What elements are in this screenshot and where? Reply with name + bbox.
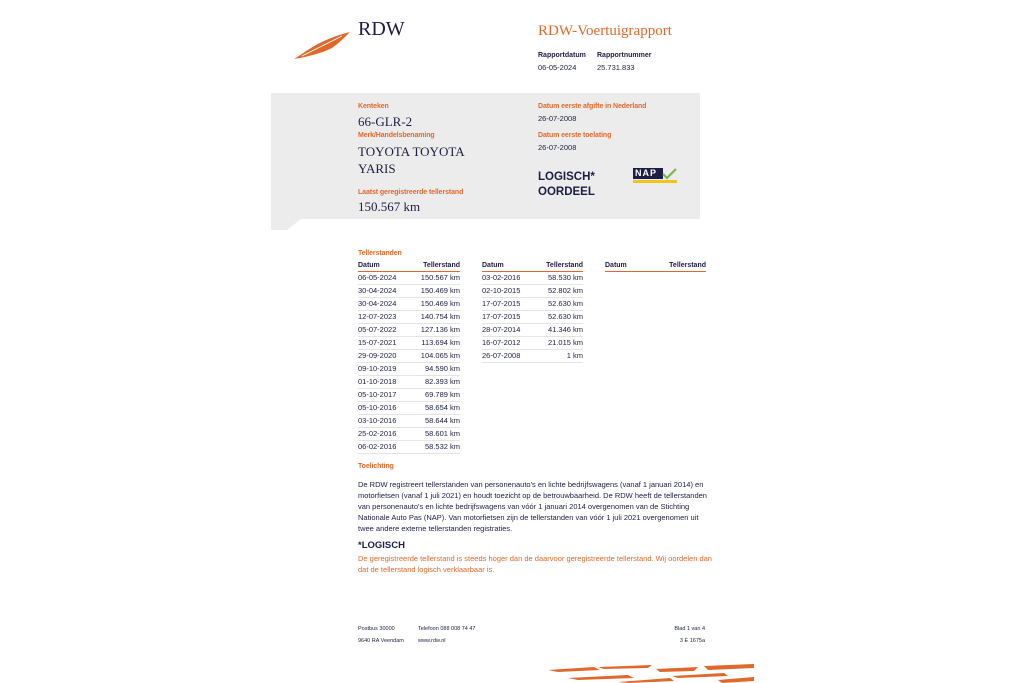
col-header-reading: Tellerstand <box>408 260 460 272</box>
col-header-date: Datum <box>358 260 408 272</box>
block-corner-notch <box>271 219 301 231</box>
row-reading: 58.654 km <box>408 402 460 415</box>
last-odometer-value: 150.567 km <box>358 199 421 214</box>
row-reading: 82.393 km <box>408 376 460 389</box>
plate-value: 66-GLR-2 <box>358 114 413 129</box>
make-value-line1: TOYOTA TOYOTA <box>358 144 465 159</box>
table-row <box>482 337 583 350</box>
row-reading: 52.630 km <box>534 311 583 324</box>
row-date: 29-09-2020 <box>358 350 408 363</box>
rdw-logo-feather-icon <box>292 30 352 62</box>
report-date: 06-05-2024 <box>538 63 577 72</box>
footer-web: www.rdw.nl <box>418 638 446 644</box>
col-header-date: Datum <box>605 260 643 272</box>
verdict-line2: OORDEEL <box>538 186 595 198</box>
row-date: 06-02-2016 <box>358 441 408 454</box>
row-date: 17-07-2015 <box>482 298 534 311</box>
row-reading: 94.590 km <box>408 363 460 376</box>
report-number: 25.731.833 <box>597 63 635 72</box>
row-reading: 58.601 km <box>408 428 460 441</box>
row-reading: 150.567 km <box>408 272 460 285</box>
make-label: Merk/Handelsbenaming <box>358 132 435 139</box>
row-reading: 52.630 km <box>534 298 583 311</box>
explanation-line: De RDW registreert tellerstanden van personenauto's en lichte bedrijfswagens (vanaf 1 januari 2014) en <box>358 480 704 489</box>
last-odometer-label: Laatst geregistreerde tellerstand <box>358 189 464 196</box>
verdict-line1: LOGISCH* <box>538 171 595 183</box>
table-row <box>358 272 460 285</box>
table-row <box>358 402 460 415</box>
first-issue-nl-value: 26-07-2008 <box>538 114 577 123</box>
footer-code: 3 E 1675a <box>679 638 705 644</box>
table-row <box>358 324 460 337</box>
row-reading: 21.015 km <box>534 337 583 350</box>
row-reading: 127.136 km <box>408 324 460 337</box>
footer-page: Blad 1 van 4 <box>674 626 705 632</box>
col-header-reading: Tellerstand <box>643 260 706 272</box>
row-date: 03-02-2016 <box>482 272 534 285</box>
nap-logo-text: NAP <box>635 168 658 178</box>
row-reading: 58.532 km <box>408 441 460 454</box>
table-row <box>358 441 460 454</box>
table-row <box>358 311 460 324</box>
checkmark-icon <box>662 168 677 180</box>
table-row <box>358 428 460 441</box>
row-date: 02-10-2015 <box>482 285 534 298</box>
report-date-label: Rapportdatum <box>538 52 586 59</box>
row-date: 15-07-2021 <box>358 337 408 350</box>
row-date: 26-07-2008 <box>482 350 534 363</box>
table-row <box>482 285 583 298</box>
row-date: 30-04-2024 <box>358 285 408 298</box>
row-reading: 41.346 km <box>534 324 583 337</box>
row-reading: 52.802 km <box>534 285 583 298</box>
row-date: 12-07-2023 <box>358 311 408 324</box>
row-date: 28-07-2014 <box>482 324 534 337</box>
report-title: RDW-Voertuigrapport <box>538 23 672 39</box>
row-date: 16-07-2012 <box>482 337 534 350</box>
table-row <box>358 415 460 428</box>
explanation-line: twee andere externe tellerstanden registraties. <box>358 524 513 533</box>
table-row <box>358 376 460 389</box>
explanation-line: Nationale Auto Pas (NAP). Van motorfietsen zijn de tellerstanden van vóór 1 juli 2021 overgenomen uit <box>358 513 699 522</box>
plate-label: Kenteken <box>358 103 389 110</box>
logisch-line: dat de tellerstand logisch verklaarbaar is. <box>358 565 495 574</box>
odometer-section-title: Tellerstanden <box>358 250 402 257</box>
first-admission-value: 26-07-2008 <box>538 143 577 152</box>
row-date: 01-10-2018 <box>358 376 408 389</box>
table-row <box>358 285 460 298</box>
report-number-label: Rapportnummer <box>597 52 652 59</box>
col-header-date: Datum <box>482 260 534 272</box>
table-row <box>358 363 460 376</box>
row-date: 25-02-2016 <box>358 428 408 441</box>
row-date: 30-04-2024 <box>358 298 408 311</box>
first-issue-nl-label: Datum eerste afgifte in Nederland <box>538 103 647 110</box>
row-date: 05-10-2016 <box>358 402 408 415</box>
row-reading: 58.530 km <box>534 272 583 285</box>
row-reading: 150.469 km <box>408 298 460 311</box>
table-row <box>482 272 583 285</box>
brand-name: RDW <box>358 18 405 40</box>
row-date: 06-05-2024 <box>358 272 408 285</box>
footer-phone: Telefoon 088 008 74 47 <box>418 626 476 632</box>
row-reading: 69.789 km <box>408 389 460 402</box>
vehicle-summary-block <box>271 93 700 219</box>
nap-logo <box>633 168 677 184</box>
table-row <box>482 350 583 363</box>
explanation-line: motorfietsen (vanaf 1 juli 2021) en houdt toezicht op de betrouwbaarheid. De RDW heeft de tellerstanden <box>358 491 707 500</box>
table-row <box>358 389 460 402</box>
row-date: 05-10-2017 <box>358 389 408 402</box>
row-date: 05-07-2022 <box>358 324 408 337</box>
odometer-table-col2 <box>482 260 583 363</box>
table-row <box>482 324 583 337</box>
table-row <box>358 298 460 311</box>
row-reading: 104.065 km <box>408 350 460 363</box>
table-row <box>482 298 583 311</box>
row-date: 17-07-2015 <box>482 311 534 324</box>
odometer-table-col3 <box>605 260 706 272</box>
footer-stripes-decoration <box>548 664 754 683</box>
explanation-body <box>358 479 707 534</box>
odometer-table-col1 <box>358 260 460 454</box>
footer-city: 9640 RA Veendam <box>358 638 404 644</box>
row-date: 03-10-2016 <box>358 415 408 428</box>
col-header-reading: Tellerstand <box>534 260 583 272</box>
row-date: 09-10-2019 <box>358 363 408 376</box>
explanation-title: Toelichting <box>358 463 394 470</box>
logisch-line: De geregistreerde tellerstand is steeds hoger dan de daarvoor geregistreerde tellerstand. Wij oordelen dan <box>358 554 712 563</box>
row-reading: 58.644 km <box>408 415 460 428</box>
table-row <box>358 337 460 350</box>
logisch-title: *LOGISCH <box>358 540 405 551</box>
table-row <box>482 311 583 324</box>
row-reading: 1 km <box>534 350 583 363</box>
make-value-line2: YARIS <box>358 161 396 176</box>
first-admission-label: Datum eerste toelating <box>538 132 612 139</box>
row-reading: 113.694 km <box>408 337 460 350</box>
logisch-body <box>358 553 712 575</box>
footer-postbus: Postbus 30000 <box>358 626 395 632</box>
row-reading: 150.469 km <box>408 285 460 298</box>
table-row <box>358 350 460 363</box>
explanation-line: van personenauto's en lichte bedrijfswagens van vóór 1 januari 2014 overgenomen van de Stichting <box>358 502 690 511</box>
row-reading: 140.754 km <box>408 311 460 324</box>
